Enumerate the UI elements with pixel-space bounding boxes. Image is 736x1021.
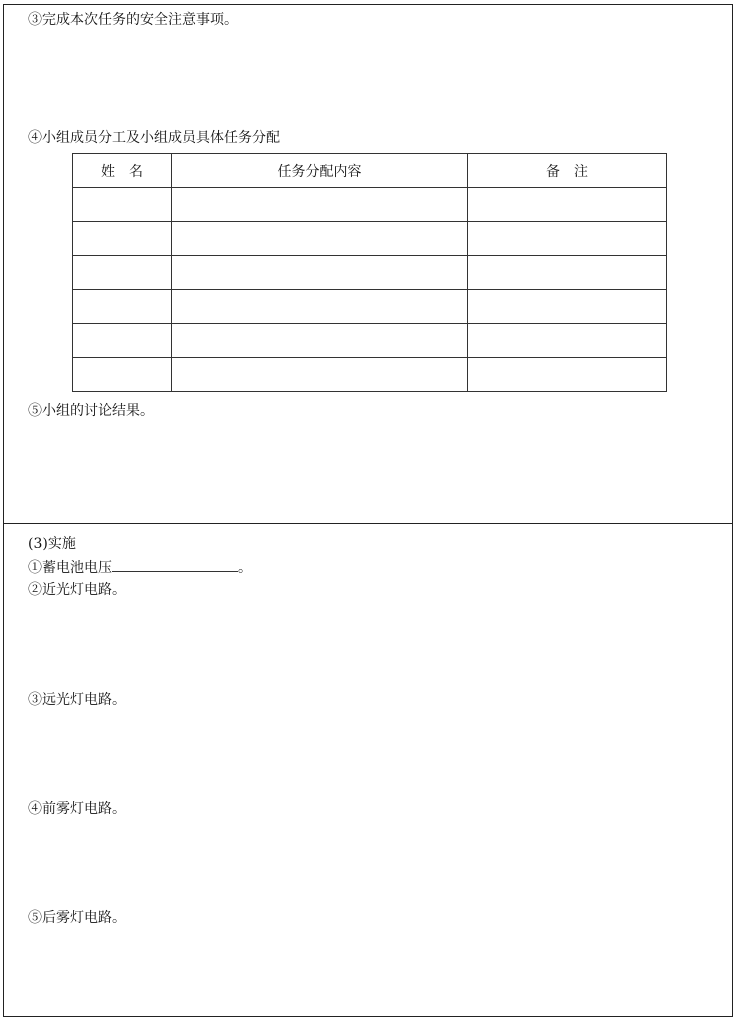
task-cell[interactable] xyxy=(172,324,468,358)
high-beam-circuit-prompt: ③远光灯电路。 xyxy=(28,692,126,708)
remarks-cell[interactable] xyxy=(468,290,667,324)
task-cell[interactable] xyxy=(172,290,468,324)
header-task-content: 任务分配内容 xyxy=(172,154,468,188)
remarks-cell[interactable] xyxy=(468,358,667,392)
task-cell[interactable] xyxy=(172,222,468,256)
remarks-cell[interactable] xyxy=(468,222,667,256)
header-name: 姓 名 xyxy=(73,154,172,188)
battery-voltage-blank[interactable] xyxy=(112,557,238,572)
low-beam-circuit-prompt: ②近光灯电路。 xyxy=(28,582,126,598)
task-allocation-prompt: ④小组成员分工及小组成员具体任务分配 xyxy=(28,130,280,146)
task-allocation-table xyxy=(72,153,667,392)
table-row xyxy=(73,188,667,222)
battery-voltage-label: ①蓄电池电压 xyxy=(28,560,112,576)
table-row xyxy=(73,256,667,290)
table-header-row xyxy=(73,154,667,188)
section-divider xyxy=(4,523,732,524)
task-cell[interactable] xyxy=(172,358,468,392)
task-cell[interactable] xyxy=(172,188,468,222)
battery-voltage-suffix: 。 xyxy=(238,560,252,576)
remarks-cell[interactable] xyxy=(468,256,667,290)
worksheet-frame xyxy=(3,4,733,1017)
table-row xyxy=(73,290,667,324)
name-cell[interactable] xyxy=(73,358,172,392)
battery-voltage-line xyxy=(28,557,252,577)
front-fog-lamp-circuit-prompt: ④前雾灯电路。 xyxy=(28,801,126,817)
task-cell[interactable] xyxy=(172,256,468,290)
table-row xyxy=(73,324,667,358)
name-cell[interactable] xyxy=(73,324,172,358)
name-cell[interactable] xyxy=(73,290,172,324)
rear-fog-lamp-circuit-prompt: ⑤后雾灯电路。 xyxy=(28,910,126,926)
safety-notes-prompt: ③完成本次任务的安全注意事项。 xyxy=(28,12,238,28)
table-row xyxy=(73,358,667,392)
remarks-cell[interactable] xyxy=(468,324,667,358)
name-cell[interactable] xyxy=(73,222,172,256)
discussion-result-prompt: ⑤小组的讨论结果。 xyxy=(28,403,154,419)
remarks-cell[interactable] xyxy=(468,188,667,222)
table-row xyxy=(73,222,667,256)
name-cell[interactable] xyxy=(73,188,172,222)
name-cell[interactable] xyxy=(73,256,172,290)
implementation-heading: (3)实施 xyxy=(28,536,76,552)
header-remarks: 备 注 xyxy=(468,154,667,188)
